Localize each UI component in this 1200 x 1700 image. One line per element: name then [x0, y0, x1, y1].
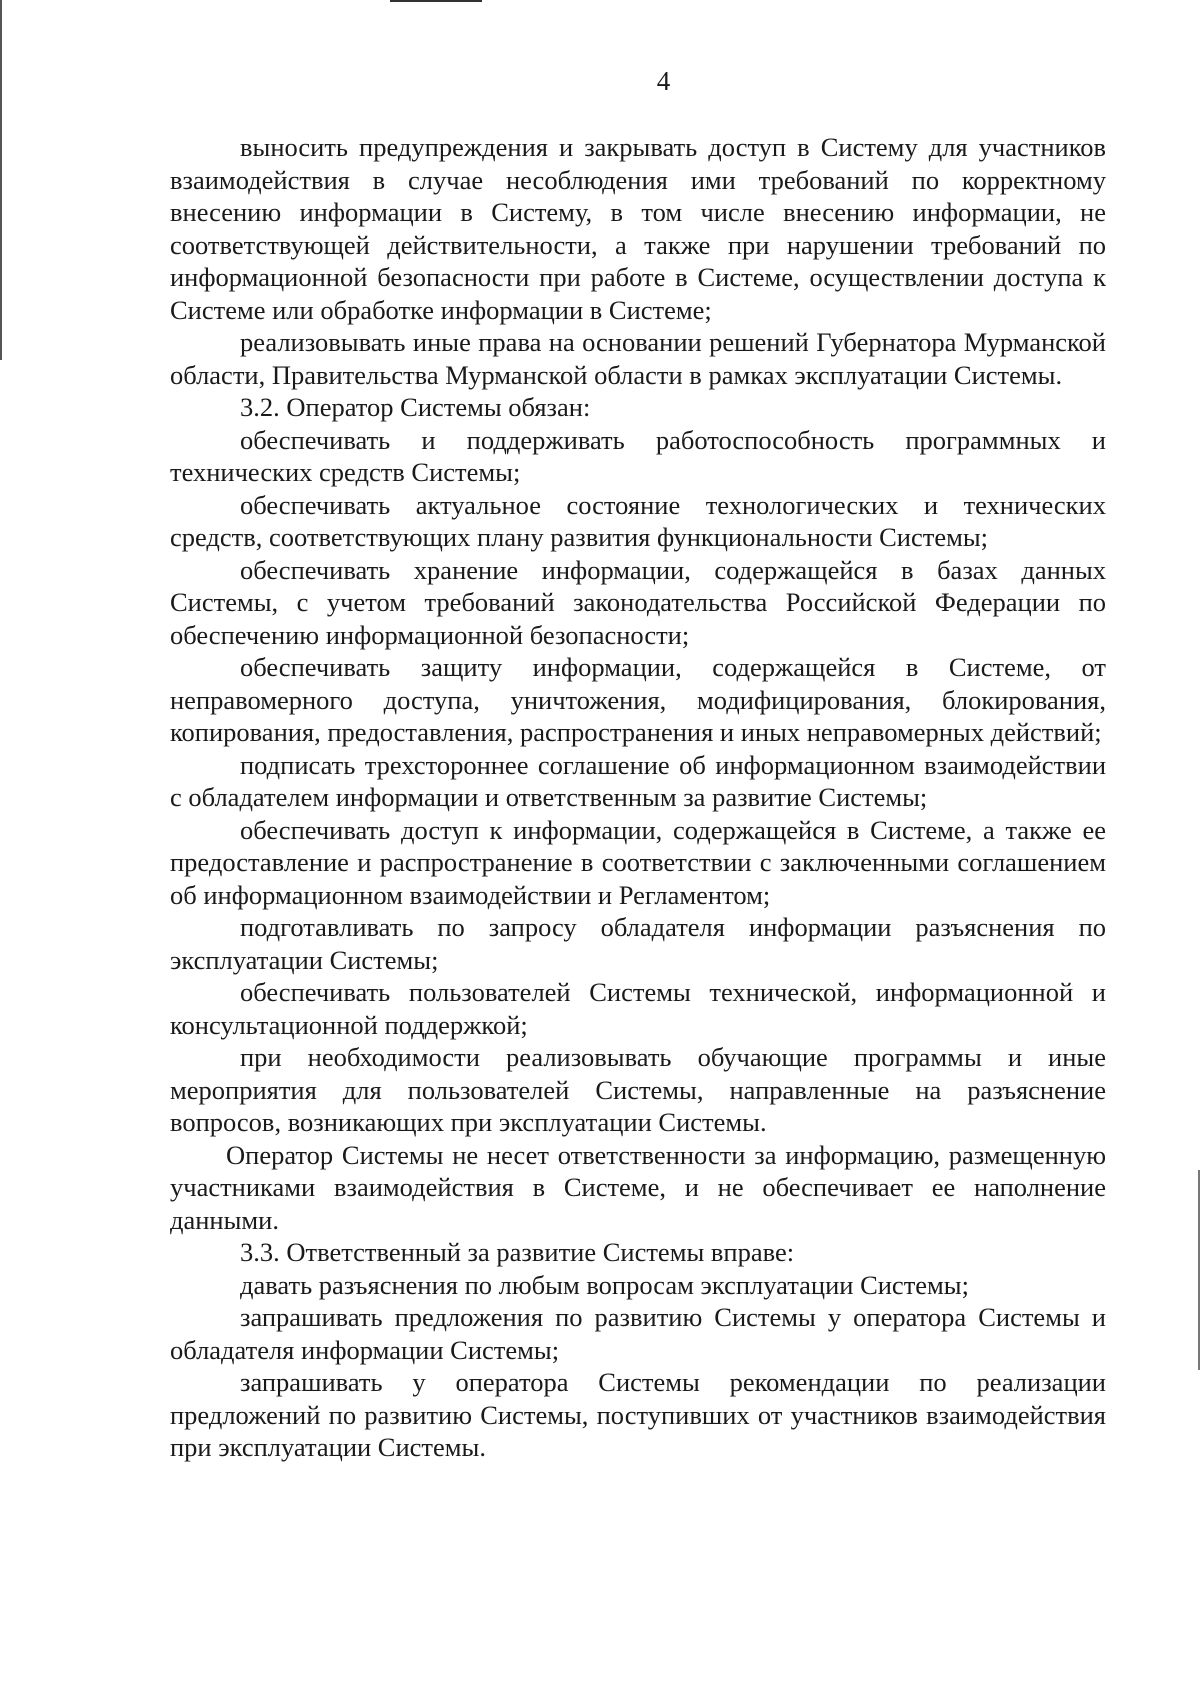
paragraph: обеспечивать пользователей Системы технической, информационной и консультационной поддержкой; [170, 977, 1106, 1040]
paragraph: запрашивать у оператора Системы рекомендации по реализации предложений по развитию Системы, поступивших от участников взаимодействия при эксплуатации Системы. [170, 1367, 1106, 1462]
paragraph: обеспечивать хранение информации, содержащейся в базах данных Системы, с учетом требований законодательства Российской Федерации по обеспечению информационной безопасности; [170, 554, 1106, 650]
paragraph: запрашивать предложения по развитию Системы у оператора Системы и обладателя информации Системы; [170, 1302, 1106, 1365]
section-heading: 3.3. Ответственный за развитие Системы вправе: [240, 1237, 795, 1267]
paragraph: обеспечивать и поддерживать работоспособность программных и технических средств Системы; [170, 424, 1106, 487]
paragraph: реализовывать иные права на основании решений Губернатора Мурманской области, Правительства Мурманской области в рамках эксплуатации Системы. [170, 327, 1106, 390]
page-number: 4 [656, 66, 671, 96]
paragraph: Оператор Системы не несет ответственности за информацию, размещенную участниками взаимодействия в Системе, и не обеспечивает ее наполнение данными. [170, 1139, 1106, 1235]
paragraph: давать разъяснения по любым вопросам эксплуатации Системы; [240, 1269, 969, 1300]
paragraph: обеспечивать защиту информации, содержащейся в Системе, от неправомерного доступа, уничтожения, модифицирования, блокирования, копирования, предоставления, распространения и иных неправомерных действий; [170, 652, 1106, 747]
paragraph: подготавливать по запросу обладателя информации разъяснения по эксплуатации Системы; [170, 912, 1106, 975]
paragraph: обеспечивать актуальное состояние технологических и технических средств, соответствующих плану развития функциональности Системы; [170, 489, 1106, 552]
paragraph: выносить предупреждения и закрывать доступ в Систему для участников взаимодействия в случае несоблюдения ими требований по корректному внесению информации в Систему, в том числе внесению информации, не соответствующей действительности, а также при нарушении требований по информационной безопасности при работе в Системе, осуществлении доступа к Системе или обработке информации в Системе; [170, 132, 1106, 325]
document-body [170, 131, 1106, 1464]
paragraph: обеспечивать доступ к информации, содержащейся в Системе, а также ее предоставление и распространение в соответствии с заключенными соглашением об информационном взаимодействии и Регламентом; [170, 814, 1106, 910]
paragraph: при необходимости реализовывать обучающие программы и иные мероприятия для пользователей Системы, направленные на разъяснение вопросов, возникающих при эксплуатации Системы. [170, 1042, 1106, 1137]
scan-artifact-left-edge [0, 0, 2, 360]
section-heading: 3.2. Оператор Системы обязан: [240, 392, 591, 422]
scan-artifact-top [390, 0, 482, 2]
paragraph: подписать трехстороннее соглашение об информационном взаимодействии с обладателем информации и ответственным за развитие Системы; [170, 749, 1106, 812]
